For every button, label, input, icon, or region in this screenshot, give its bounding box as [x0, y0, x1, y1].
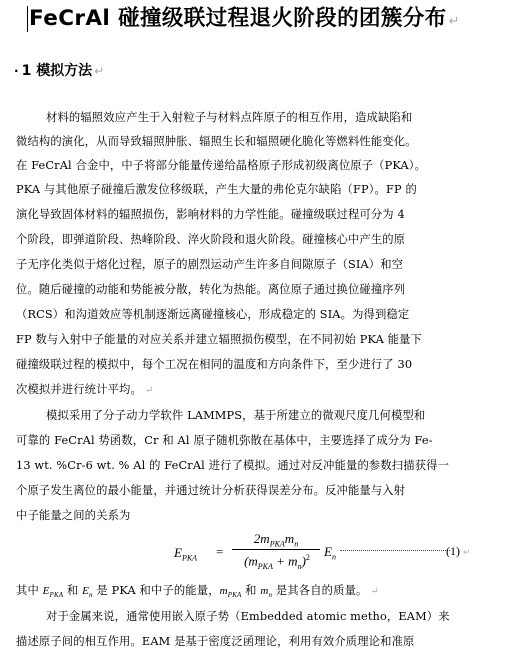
paragraph-1-line[interactable]: FP 数与入射中子能量的对应关系并建立辐照损伤模型，在不同初始 PKA 能量下 [16, 333, 423, 346]
equation-1[interactable] [168, 528, 471, 582]
equation-leader-dots [340, 550, 450, 552]
denominator-close: ) [301, 553, 306, 569]
paragraph-1-line[interactable]: 材料的辐照效应产生于入射粒子与材料点阵原子的相互作用，造成缺陷和 [46, 111, 413, 124]
bullet-icon: · [14, 64, 19, 78]
var-symbol: E [82, 585, 89, 597]
paragraph-1-last-line[interactable] [16, 379, 153, 401]
numerator-coefficient: 2m [253, 531, 270, 546]
paragraph-2-line[interactable]: 可靠的 FeCrAl 势函数，Cr 和 Al 原子随机弥散在基体中，主要选择了成分为 Fe- [16, 434, 433, 447]
paragraph-3-line[interactable]: 描述原子间的相互作用。EAM 是基于密度泛函理论，利用有效介质理论和准原 [16, 635, 415, 648]
equation-number [446, 544, 471, 559]
paragraph-1-line[interactable]: PKA 与其他原子碰撞后激发位移级联，产生大量的弗伦克尔缺陷（FP）。FP 的 [16, 183, 417, 196]
var-symbol: E [42, 585, 50, 597]
equation-lhs-subscript: PKA [181, 553, 198, 563]
paragraph-2-line[interactable]: 中子能量之间的关系为 [16, 509, 131, 522]
paragraph-1-line[interactable]: 在 FeCrAl 合金中，中子将部分能量传递给晶格原子形成初级离位原子（PKA）。 [16, 159, 427, 172]
paragraph-mark-icon: ↵ [94, 64, 105, 78]
rhs-subscript: n [331, 552, 336, 562]
where-mid: 是 PKA 和中子的能量， [92, 584, 220, 597]
paragraph-1-line[interactable]: 子无序化类似于熔化过程，原子的剧烈运动产生许多自间隙原子（SIA）和空 [16, 258, 404, 271]
text-cursor [27, 6, 28, 32]
fraction-bar [232, 549, 320, 550]
var-symbol: m [260, 585, 269, 597]
denominator-power: 2 [305, 553, 310, 562]
var-subscript: PKA [227, 591, 242, 600]
paragraph-1-line[interactable]: 位。随后碰撞的动能和势能被分散，转化为热能。离位原子通过换位碰撞序列 [16, 283, 406, 296]
equation-number-text: (1) [446, 544, 460, 558]
paragraph-2-line[interactable]: 13 wt. %Cr-6 wt. % Al 的 FeCrAl 进行了模拟。通过对反冲能量的参数扫描获得一 [16, 459, 450, 472]
paragraph-mark-icon: ↵ [370, 586, 379, 597]
paragraph-mark-icon: ↵ [463, 547, 471, 557]
where-prefix: 其中 [16, 584, 43, 597]
var-m-pka [219, 585, 242, 600]
paragraph-1-line[interactable]: 微结构的演化，从而导致辐照肿胀、辐照生长和辐照硬化脆化等燃料性能变化。 [16, 135, 417, 148]
paragraph-1-line[interactable]: 演化导致固体材料的辐照损伤，影响材料的力学性能。碰撞级联过程可分为 4 [16, 208, 405, 221]
denominator-subscript: PKA [257, 561, 273, 571]
paragraph-3-line[interactable]: 对于金属来说，通常使用嵌入原子势（Embedded atomic metho，EAM）来 [46, 610, 450, 623]
section-heading[interactable] [14, 60, 104, 80]
variable-definition-line[interactable] [16, 580, 379, 602]
denominator-subscript: n [297, 561, 302, 571]
paragraph-mark-icon: ↵ [144, 385, 154, 396]
where-and: 和 [241, 584, 261, 597]
paragraph-1-line[interactable]: 个阶段，即弹道阶段、热峰阶段、淬火阶段和退火阶段。碰撞核心中产生的原 [16, 233, 406, 246]
paragraph-2-line[interactable]: 个原子发生离位的最小能量，并通过统计分析获得误差分布。反冲能量与入射 [16, 484, 406, 497]
paragraph-1-line[interactable]: 碰撞级联过程的模拟中，每个工况在相同的温度和方向条件下，至少进行了 30 [16, 358, 413, 371]
var-subscript: n [268, 591, 273, 600]
title-text[interactable]: FeCrAl 碰撞级联过程退火阶段的团簇分布 [29, 6, 447, 31]
var-m-n [260, 585, 273, 600]
var-e-pka [42, 585, 64, 600]
document-title[interactable] [29, 4, 519, 37]
denominator-open: (m [244, 553, 258, 569]
where-and: 和 [63, 584, 83, 597]
equation-lhs [174, 545, 197, 563]
section-heading-text: 模拟方法 [36, 63, 93, 79]
equation-denominator [232, 553, 322, 571]
denominator-plus: + m [272, 553, 298, 569]
paragraph-1-line[interactable]: （RCS）和沟道效应等机制逐渐远离碰撞核心，形成稳定的 SIA。为得到稳定 [16, 308, 410, 321]
equals-sign: = [216, 544, 224, 559]
rhs-symbol: E [324, 544, 332, 559]
var-symbol: m [219, 585, 228, 597]
var-subscript: PKA [49, 591, 64, 600]
var-e-n [82, 585, 93, 600]
numerator-subscript: n [294, 539, 299, 549]
equation-numerator [234, 531, 318, 549]
paragraph-1-line[interactable]: 次模拟并进行统计平均。 [16, 383, 142, 396]
equation-rhs [324, 544, 336, 562]
paragraph-mark-icon: ↵ [448, 14, 460, 29]
where-suffix: 是其各自的质量。 [272, 584, 368, 597]
paragraph-2-line[interactable]: 模拟采用了分子动力学软件 LAMMPS，基于所建立的微观尺度几何模型和 [46, 409, 426, 422]
numerator-subscript: PKA [269, 539, 285, 549]
var-subscript: n [89, 591, 93, 600]
section-number: 1 [21, 63, 32, 79]
equation-lhs-symbol: E [174, 545, 182, 560]
numerator-mass: m [284, 531, 295, 546]
